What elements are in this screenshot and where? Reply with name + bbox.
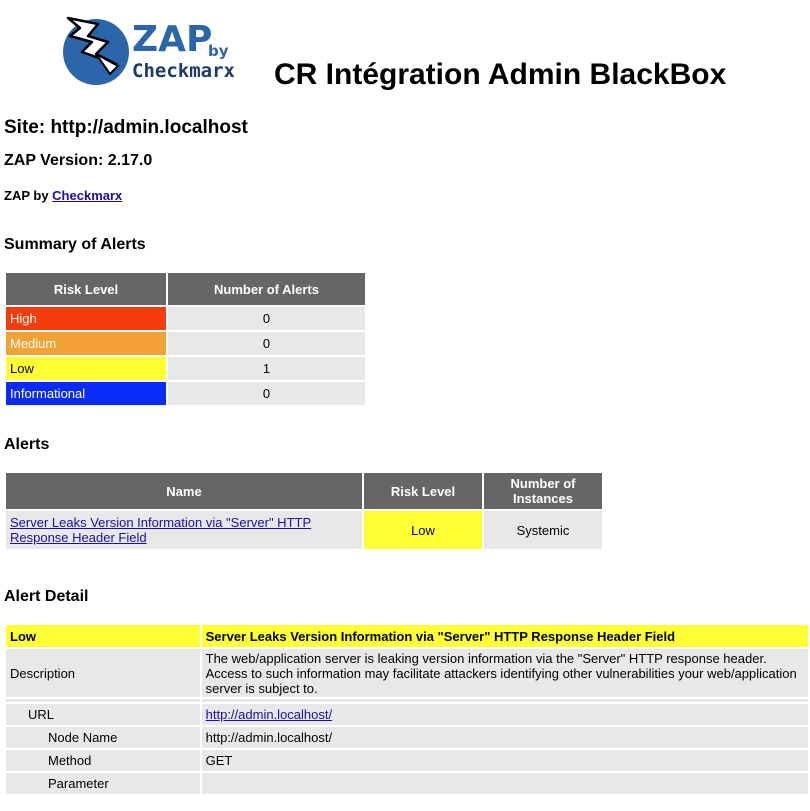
divider-cell [6, 699, 200, 702]
alerts-header-row [6, 473, 602, 509]
divider-cell [202, 699, 808, 702]
parameter-label: Parameter [6, 773, 200, 794]
report-title: CR Intégration Admin BlackBox [274, 58, 727, 91]
description-text: The web/application server is leaking version information via the "Server" HTTP response header. Access to such information may facilitate attackers identifying other vulnerabilities your web/application server is subject to. [202, 649, 808, 697]
table-row [6, 307, 365, 330]
url-link[interactable]: http://admin.localhost/ [205, 707, 333, 722]
brand-wordmark [132, 19, 235, 82]
node-name-value: http://admin.localhost/ [202, 727, 808, 748]
table-row [6, 773, 808, 794]
alert-risk: Low [364, 511, 482, 549]
parameter-value [202, 773, 808, 794]
report-header [52, 14, 792, 94]
col-risk-level: Risk Level [364, 473, 482, 509]
risk-level-high: High [6, 307, 166, 330]
alert-detail-heading: Alert Detail [4, 588, 89, 605]
site-heading: Site: http://admin.localhost [4, 117, 248, 138]
summary-header-row [6, 273, 365, 305]
table-row [6, 382, 365, 405]
detail-header-row [6, 625, 808, 647]
method-label: Method [6, 750, 200, 771]
alert-count: 0 [168, 307, 365, 330]
alert-instances: Systemic [484, 511, 602, 549]
logo-checkmarx-text: Checkmarx [132, 60, 235, 82]
table-row [6, 704, 808, 725]
alert-link[interactable]: Server Leaks Version Information via "Server" HTTP Response Header Field [10, 515, 312, 545]
alert-name-cell [6, 511, 362, 549]
node-name-label: Node Name [6, 727, 200, 748]
alert-detail-table [4, 623, 810, 796]
table-row [6, 357, 365, 380]
table-row [6, 727, 808, 748]
checkmarx-link[interactable]: Checkmarx [52, 188, 123, 203]
zap-lightning-logo-icon [52, 14, 130, 86]
row-divider [6, 699, 808, 702]
byline-prefix: ZAP by [4, 188, 53, 203]
logo-zap-text: ZAP [132, 19, 213, 60]
alert-count: 1 [168, 357, 365, 380]
table-row [6, 332, 365, 355]
description-label: Description [6, 649, 200, 697]
col-number-of-alerts: Number of Alerts [168, 273, 365, 305]
col-number-of-instances: Number of Instances [484, 473, 602, 509]
risk-level-low: Low [6, 357, 166, 380]
detail-risk: Low [6, 625, 200, 647]
detail-title: Server Leaks Version Information via "Server" HTTP Response Header Field [202, 625, 808, 647]
col-risk-level: Risk Level [6, 273, 166, 305]
table-row [6, 750, 808, 771]
alerts-table [4, 471, 604, 551]
url-label: URL [6, 704, 200, 725]
risk-level-informational: Informational [6, 382, 166, 405]
risk-level-medium: Medium [6, 332, 166, 355]
method-value: GET [202, 750, 808, 771]
logo-by-text: by [208, 42, 229, 60]
byline [4, 188, 122, 203]
zap-version: ZAP Version: 2.17.0 [4, 152, 153, 169]
table-row [6, 511, 602, 549]
alert-count: 0 [168, 382, 365, 405]
table-row [6, 649, 808, 697]
url-value [202, 704, 808, 725]
summary-heading: Summary of Alerts [4, 236, 146, 253]
alert-count: 0 [168, 332, 365, 355]
col-name: Name [6, 473, 362, 509]
summary-table [4, 271, 367, 407]
alerts-heading: Alerts [4, 436, 50, 453]
